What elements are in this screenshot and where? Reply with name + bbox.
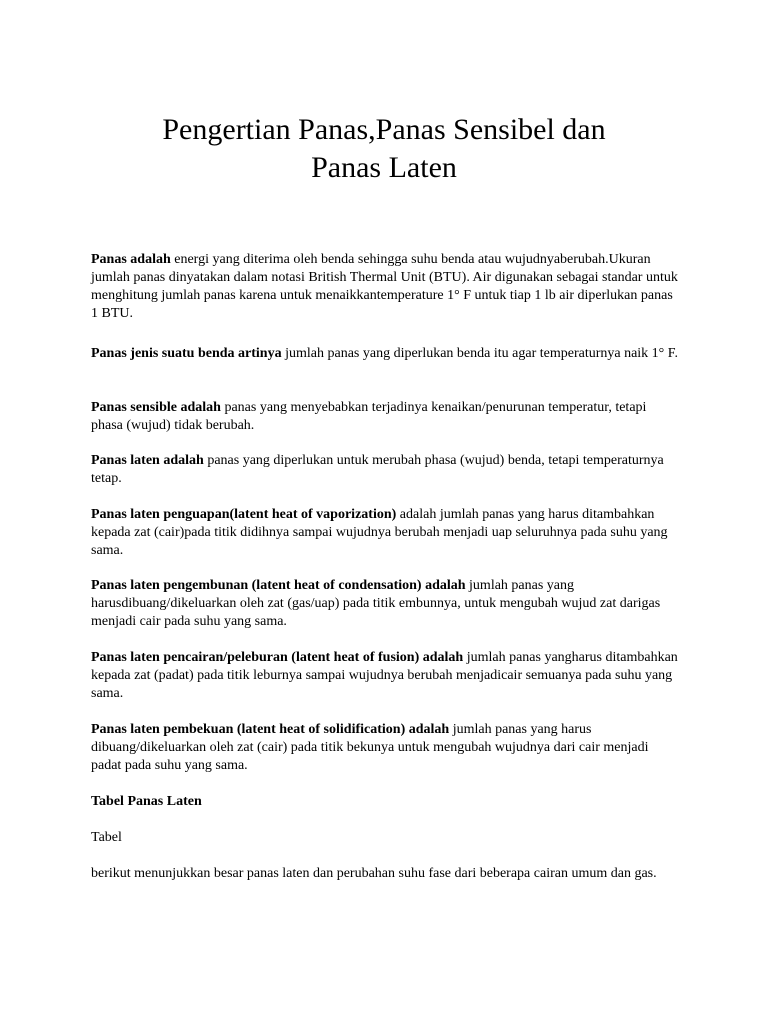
paragraph-panas-laten-pengembunan: [91, 577, 681, 631]
term-label: Panas sensible adalah: [91, 400, 221, 415]
title-line-2: Panas Laten: [311, 151, 457, 184]
paragraph-panas-adalah: [91, 251, 681, 323]
definition-text: jumlah panas yangharus ditambahkan kepada zat (padat) pada titik leburnya sampai wujudnya berubah menjadicair semuanya pada suhu yang sama.: [91, 650, 678, 701]
paragraph-panas-laten-penguapan: [91, 506, 681, 560]
definition-text: panas yang diperlukan untuk merubah phasa (wujud) benda, tetapi temperaturnya tetap.: [91, 453, 664, 486]
definition-text: energi yang diterima oleh benda sehingga suhu benda atau wujudnyaberubah.Ukuran jumlah panas dinyatakan dalam notasi British Thermal Unit (BTU). Air digunakan sebagai standar untuk menghitung jumlah panas karena untuk menaikkantemperature 1° F untuk tiap 1 lb air diperlukan panas 1 BTU.: [91, 252, 678, 321]
paragraph-panas-jenis: [91, 345, 681, 363]
term-label: Panas laten pembekuan (latent heat of solidification) adalah: [91, 722, 450, 737]
term-label: Panas jenis suatu benda artinya: [91, 346, 282, 361]
term-label: Panas laten pengembunan (latent heat of condensation) adalah: [91, 578, 466, 593]
definition-text: panas yang menyebabkan terjadinya kenaikan/penurunan temperatur, tetapi phasa (wujud) tidak berubah.: [91, 400, 647, 433]
tabel-label: Tabel: [91, 830, 122, 845]
term-label: Panas laten adalah: [91, 453, 204, 468]
definition-text: jumlah panas yang diperlukan benda itu agar temperaturnya naik 1° F.: [281, 346, 678, 361]
section-heading: [91, 793, 681, 811]
term-label: Panas adalah: [91, 252, 171, 267]
definition-text: jumlah panas yang harusdibuang/dikeluarkan oleh zat (gas/uap) pada titik embunnya, untuk mengubah wujud zat darigas menjadi cair pada suhu yang sama.: [91, 578, 661, 629]
paragraph-panas-laten-pembekuan: [91, 721, 681, 775]
paragraph-panas-laten: [91, 452, 681, 488]
page-title: [100, 111, 668, 187]
term-label: Panas laten pencairan/peleburan (latent heat of fusion) adalah: [91, 650, 464, 665]
definition-text: adalah jumlah panas yang harus ditambahkan kepada zat (cair)pada titik didihnya sampai wujudnya berubah menjadi uap seluruhnya pada suhu yang sama.: [91, 507, 668, 558]
definition-text: jumlah panas yang harus dibuang/dikeluarkan oleh zat (cair) pada titik bekunya untuk mengubah wujudnya dari cair menjadi padat pada suhu yang sama.: [91, 722, 649, 773]
title-line-1: Pengertian Panas,Panas Sensibel dan: [162, 113, 606, 146]
paragraph-panas-laten-pencairan: [91, 649, 681, 703]
closing-paragraph: berikut menunjukkan besar panas laten dan perubahan suhu fase dari beberapa cairan umum dan gas.: [91, 866, 657, 881]
paragraph-panas-sensible: [91, 399, 681, 435]
term-label: Panas laten penguapan(latent heat of vaporization): [91, 507, 397, 522]
section-heading-text: Tabel Panas Laten: [91, 794, 202, 809]
